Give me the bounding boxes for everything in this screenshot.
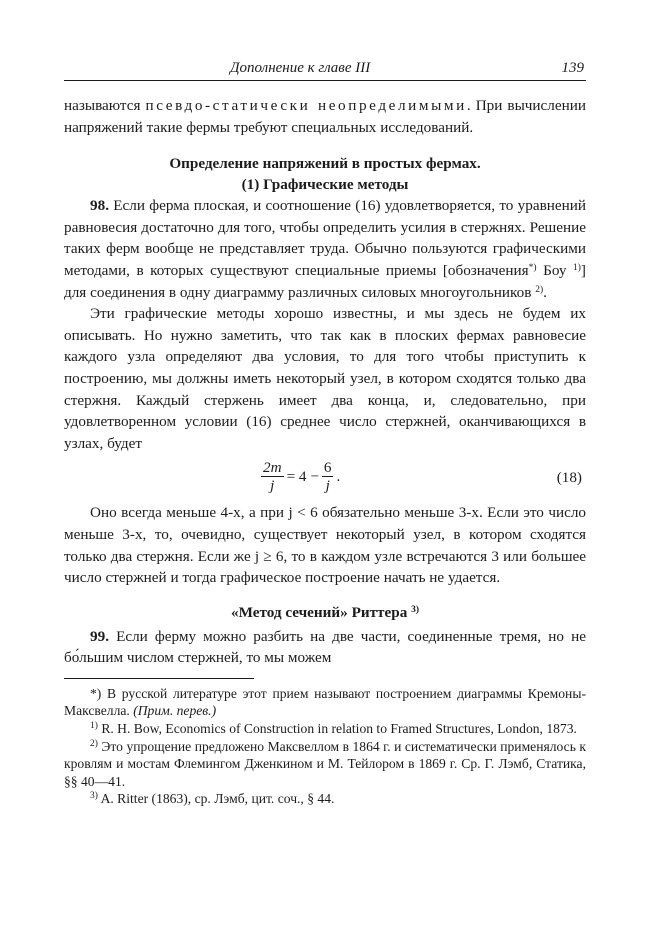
intro-paragraph: называются псевдо-статически неопределимыми. При вычислении напряжений такие фермы требуют специальных исследований.	[64, 97, 586, 136]
paragraph-98: 98. Если ферма плоская, и соотношение (16) удовлетворяется, то уравнений равновесия достаточно для того, чтобы определить усилия в стержнях. Решение таких ферм вообще не представляет труда. Обычно пользуются графическими методами, в которых существуют специальные приемы [обозначения*) Боу $^{1)}$] для соединения в одну диаграмму различных силовых многоугольников $^{2)}$.	[64, 197, 586, 301]
header-title: Дополнение к главе III	[230, 60, 371, 76]
paragraph-graphical-methods: Эти графические методы хорошо известны, и мы здесь не будем их описывать. Но нужно заметить, что так как в плоских фермах равновесие каждого узла определяют два условия, то для того чтобы приступить к построению, мы должны иметь некоторый узел, в котором сходятся только два стержня. Каждый стержень имеет два конца, и, следовательно, при удовлетворенном условии (16) среднее число стержней, оканчивающихся в узлах, будет	[64, 305, 586, 452]
footnote-ref-2[interactable]: 2)	[535, 284, 544, 295]
footnote-1: $^{1)}$ R. H. Bow, Economics of Construction in relation to Framed Structures, London, 1873.	[90, 721, 577, 737]
section-heading-ritter: «Метод сечений» Риттера $^{3)}$	[230, 603, 420, 621]
equation-expression: $\frac{2m}{j}$ = 4 − $\frac{6}{j}$ .	[263, 459, 341, 495]
footnote-3: $^{3)}$ A. Ritter (1863), ср. Лэмб, цит. соч., § 44.	[90, 791, 335, 807]
page-number: 139	[561, 60, 584, 76]
footnote-2: $^{2)}$ Это упрощение предложено Максвеллом в 1864 г. и систематически применялось к кровлям и мостам Флемингом Дженкином и М. Тейлором в 1869 г. Ср. Г. Лэмб, Статика, §§ 40—41.	[64, 738, 586, 789]
paragraph-after-equation: Оно всегда меньше 4-х, а при j < 6 обязательно меньше 3-х. Если это число меньше 3-х, то, очевидно, существует некоторый узел, в котором сходятся только два стержня. Если же j ≥ 6, то в каждом узле встречаются 3 или большее число стержней и тогда графическое построение начать не удается.	[64, 504, 586, 587]
book-page	[64, 56, 586, 808]
emphasized-term: псевдо-статически неопределимыми	[145, 97, 467, 114]
running-header	[64, 56, 586, 81]
footnote-star: *) В русской литературе этот прием называют построением диаграммы Кремоны-Максвелла. (Прим. перев.)	[64, 685, 586, 719]
fraction-2m-over-j: $\frac{2m}{j}$	[263, 459, 282, 495]
footnote-ref-1[interactable]: 1)	[573, 262, 581, 273]
equation-number: (18)	[556, 469, 582, 487]
paragraph-number: 98.	[90, 197, 109, 215]
footnote-divider	[64, 678, 254, 679]
fraction-6-over-j: $\frac{6}{j}$	[323, 459, 332, 495]
footnote-ref-3[interactable]: 3)	[411, 604, 420, 615]
paragraph-number: 99.	[90, 627, 109, 645]
footnotes	[64, 678, 586, 808]
page-body	[64, 95, 586, 808]
equation-18	[64, 456, 586, 498]
footnote-ref-star[interactable]: *)	[528, 262, 537, 273]
paragraph-99: 99. Если ферму можно разбить на две части, соединенные тремя, но не бо́льшим числом стержней, то мы можем	[64, 627, 586, 667]
section-heading-graphical: Определение напряжений в простых фермах. (1) Графические методы	[169, 155, 481, 194]
